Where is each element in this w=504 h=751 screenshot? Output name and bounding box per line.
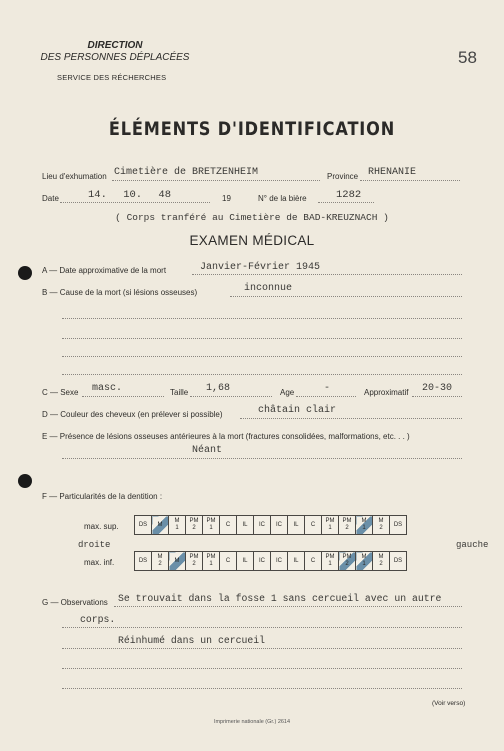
lower-tooth-cell: IC [271, 552, 288, 571]
province-value: RHENANIE [368, 167, 417, 178]
punch-hole-top [18, 266, 32, 280]
field-g-line-1: Se trouvait dans la fosse 1 sans cercueil avec un autre [118, 593, 442, 604]
lower-tooth-cell: M 2 [152, 552, 169, 571]
field-a-label: A — Date approximative de la mort [42, 266, 167, 275]
upper-tooth-cell: M 2 [373, 516, 390, 535]
field-d-label: D — Couleur des cheveux (en prélever si possible) [42, 410, 223, 419]
field-c-age-dots [296, 396, 356, 397]
lower-tooth-cell: M [169, 552, 186, 571]
lower-tooth-cell: PM 2 [186, 552, 203, 571]
field-c-height-value: 1,68 [206, 383, 231, 394]
see-reverse-note: (Voir verso) [432, 700, 466, 707]
upper-tooth-cell: M [152, 516, 169, 535]
lower-tooth-cell: DS [390, 552, 407, 571]
medical-exam-title: EXAMEN MÉDICAL [189, 233, 315, 248]
field-c-age-label: Age [280, 388, 295, 397]
exhumation-place-label: Lieu d'exhumation [42, 172, 107, 181]
lower-tooth-cell: M 1 [356, 552, 373, 571]
field-b-label: B — Cause de la mort (si lésions osseuses) [42, 288, 198, 297]
field-b-line-4 [62, 356, 462, 357]
right-side-label: droite [78, 540, 111, 550]
left-side-label: gauche [456, 540, 489, 550]
page-number: 58 [458, 48, 477, 67]
field-e-dots [62, 458, 462, 459]
date-label: Date [42, 194, 59, 203]
upper-tooth-cell: DS [390, 516, 407, 535]
field-c-sex-label: C — Sexe [42, 388, 79, 397]
punch-hole-bottom [18, 474, 32, 488]
beer-number-value: 1282 [336, 189, 362, 201]
upper-tooth-cell: M 1 [169, 516, 186, 535]
upper-tooth-cell: M 1 [356, 516, 373, 535]
date-dots [60, 202, 210, 203]
field-g-dots-3 [62, 648, 462, 649]
upper-teeth-chart [134, 515, 407, 535]
lower-tooth-cell: PM 2 [339, 552, 356, 571]
date-value: 14. 10. 48 [88, 189, 172, 201]
field-g-dots-5 [62, 688, 462, 689]
field-c-approx-label: Approximatif [364, 388, 409, 397]
field-e-value: Néant [192, 445, 223, 456]
field-g-label: G — Observations [42, 598, 108, 607]
field-a-dots [192, 274, 462, 275]
exhumation-place-dots [112, 180, 320, 181]
field-b-line-2 [62, 318, 462, 319]
lower-tooth-cell: PM 1 [203, 552, 220, 571]
province-dots [360, 180, 460, 181]
header-service: SERVICE DES RÉCHERCHES [57, 73, 167, 82]
printer-imprint: Imprimerie nationale (Gr.) 2614 [213, 719, 291, 725]
field-b-line-3 [62, 338, 462, 339]
field-g-dots-1 [114, 606, 462, 607]
beer-number-dots [318, 202, 374, 203]
year-prefix: 19 [222, 194, 231, 203]
field-g-line-2: corps. [80, 614, 116, 625]
field-c-sex-value: masc. [92, 383, 123, 394]
field-c-height-dots [190, 396, 272, 397]
upper-tooth-cell: IL [288, 516, 305, 535]
upper-tooth-cell: IL [237, 516, 254, 535]
field-e-label: E — Présence de lésions osseuses antérieures à la mort (fractures consolidées, malformations, etc. . . ) [42, 432, 410, 441]
upper-tooth-cell: IC [254, 516, 271, 535]
lower-tooth-cell: IL [288, 552, 305, 571]
lower-teeth-chart [134, 551, 407, 571]
header-direction: DIRECTION [87, 40, 143, 51]
field-g-dots-2 [62, 627, 462, 628]
field-a-value: Janvier-Février 1945 [200, 262, 321, 273]
field-c-age-value: - [324, 383, 331, 394]
lower-tooth-cell: IL [237, 552, 254, 571]
field-g-dots-4 [62, 668, 462, 669]
field-d-value: châtain clair [258, 405, 337, 416]
upper-tooth-cell: PM 1 [203, 516, 220, 535]
header-department: DES PERSONNES DÉPLACÉES [40, 52, 190, 63]
exhumation-place-value: Cimetière de BRETZENHEIM [114, 167, 259, 178]
upper-tooth-cell: C [305, 516, 322, 535]
upper-tooth-cell: PM 2 [339, 516, 356, 535]
upper-jaw-label: max. sup. [84, 522, 119, 531]
lower-tooth-cell: C [220, 552, 237, 571]
field-d-dots [240, 418, 462, 419]
lower-tooth-cell: DS [135, 552, 152, 571]
province-label: Province [327, 172, 359, 181]
field-b-line-5 [62, 374, 462, 375]
field-c-approx-value: 20-30 [422, 383, 453, 394]
field-c-approx-dots [412, 396, 462, 397]
field-b-dots [230, 296, 462, 297]
lower-tooth-cell: IC [254, 552, 271, 571]
upper-tooth-cell: DS [135, 516, 152, 535]
field-c-sex-dots [82, 396, 164, 397]
upper-tooth-cell: PM 2 [186, 516, 203, 535]
lower-tooth-cell: PM 1 [322, 552, 339, 571]
upper-tooth-cell: IC [271, 516, 288, 535]
field-c-height-label: Taille [170, 388, 189, 397]
field-f-label: F — Particularités de la dentition : [42, 492, 163, 501]
beer-number-label: N° de la bière [258, 194, 307, 203]
field-b-value: inconnue [244, 283, 293, 294]
upper-tooth-cell: PM 1 [322, 516, 339, 535]
lower-jaw-label: max. inf. [84, 558, 115, 567]
lower-tooth-cell: M 2 [373, 552, 390, 571]
upper-tooth-cell: C [220, 516, 237, 535]
transfer-note: ( Corps tranféré au Cimetière de BAD-KREUZNACH ) [115, 212, 389, 223]
lower-tooth-cell: C [305, 552, 322, 571]
field-g-line-3: Réinhumé dans un cercueil [118, 635, 265, 646]
form-title: ÉLÉMENTS D'IDENTIFICATION [108, 118, 396, 140]
